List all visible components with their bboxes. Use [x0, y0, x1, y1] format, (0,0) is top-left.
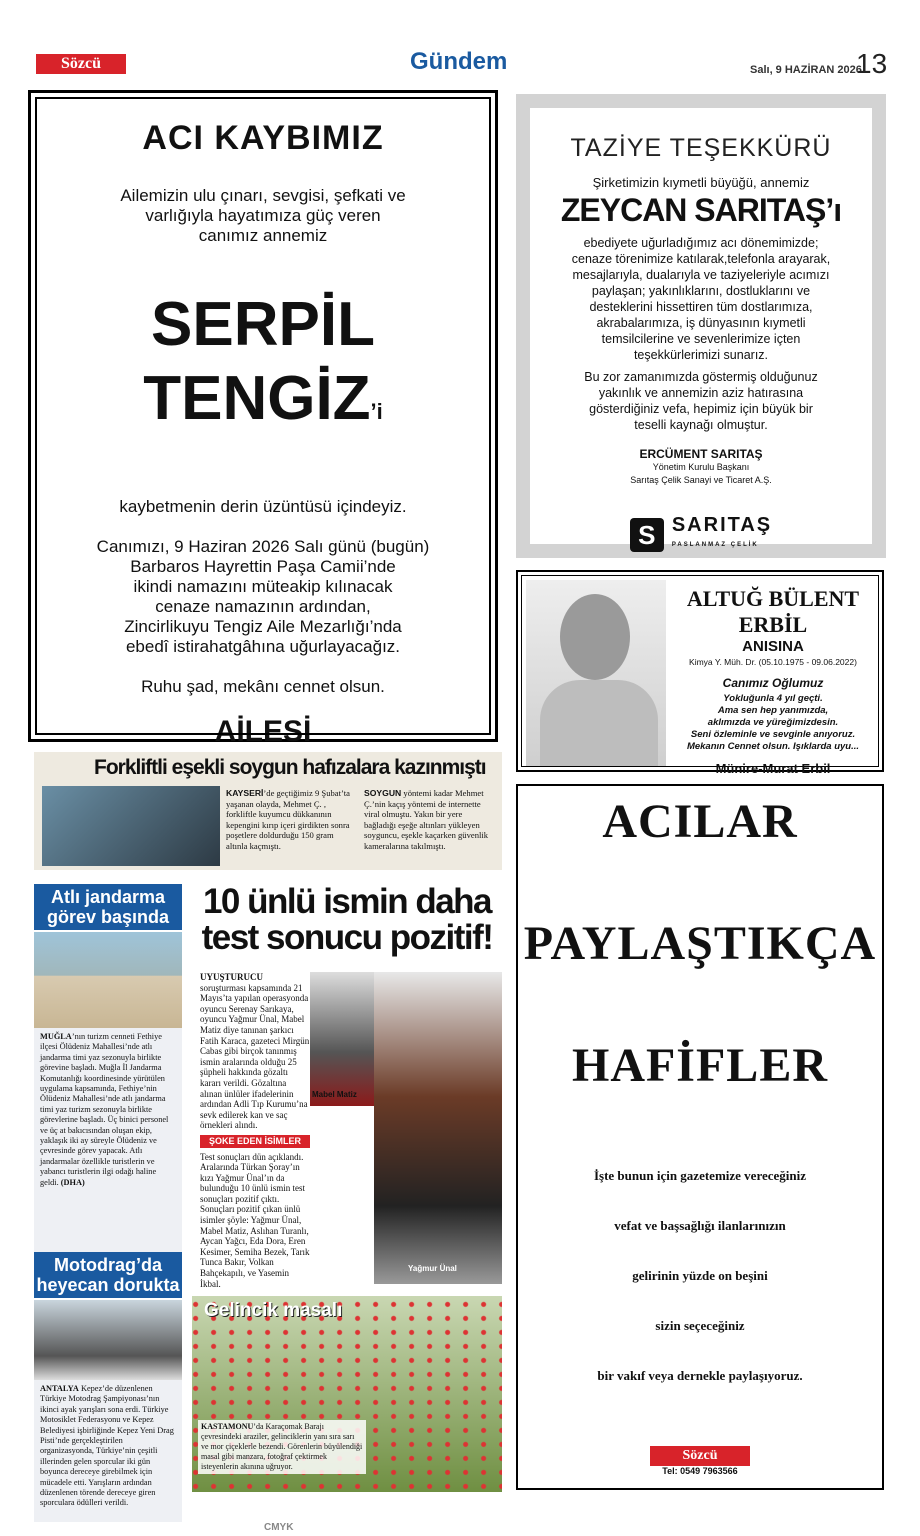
forklift-headline: Forkliftli eşekli soygun hafızalara kazınmıştı: [94, 756, 486, 779]
ad-line-3: gelirinin yüzde on beşini: [632, 1268, 768, 1283]
main-news-body-2: Test sonuçları dün açıklandı. Aralarında Türkan Şoray’ın kızı Yağmur Ünal’ın da bulunduğu 10 ünlü ismin test sonuçları pozitif çıktı. Sonuçları pozitif çıkan ünlü isimler şöyle: Yağmur Ünal, Mabel Matiz, Aslıhan Turanlı, Aycan Yağcı, Eda Dora, Eren Kesimer, Semiha Bezek, Tarık Tunca Bakır, Volkan Bahçekapılı, ve Yasemin İkbal.: [200, 1151, 310, 1289]
jandarma-source: (DHA): [60, 1177, 85, 1187]
thanks-line: temsilcilerine ve sevenlerimize içten: [601, 332, 801, 346]
left-news-column: [34, 884, 182, 1522]
funeral-line-3: ikindi namazını müteakip kılınacak: [133, 577, 393, 596]
main-headline-2: test sonucu pozitif!: [201, 918, 493, 957]
memorial-label: ANISINA: [742, 638, 804, 655]
obituary-signature: AİLESİ: [214, 715, 312, 748]
photo-caption-1: Mabel Matiz: [312, 1090, 357, 1099]
ad-word-3: HAFİFLER: [571, 1039, 828, 1092]
thanks-line: paylaşan; yakınlıklarını, dostluklarını ve: [591, 284, 811, 298]
funeral-line-5: Zincirlikuyu Tengiz Aile Mezarlığı’nda: [124, 617, 402, 636]
funeral-line-4: cenaze namazının ardından,: [155, 597, 371, 616]
thanks-signer-role: Yönetim Kurulu Başkanı: [652, 462, 750, 472]
mabel-matiz-photo: [310, 972, 374, 1106]
jandarma-text: [34, 1028, 182, 1252]
forklift-news: [34, 752, 502, 870]
obituary-intro-2: varlığıyla hayatımıza güç veren: [145, 206, 381, 225]
print-color-marks: CMYK: [264, 1522, 294, 1533]
poppy-text: [198, 1420, 366, 1474]
ad-word-2: PAYLAŞTIKÇA: [523, 917, 877, 970]
poppy-body: ’da Karaçomak Barajı çevresindeki araziler, gelinciklerin yanı sıra sarı ve mor çiçeklerle bezendi. Görenlerin büyülendiği masal gibi manzara, fotoğraf çektirmek isteyenlerin akınına uğruyor.: [201, 1422, 363, 1471]
thanks-line: ebediyete uğurladığımız acı dönemimizde;: [583, 236, 819, 250]
obituary-grief-line: kaybetmenin derin üzüntüsü içindeyiz.: [119, 497, 407, 516]
thanks-line: teselli kaynağı olmuştur.: [634, 418, 768, 432]
ad-line-5: bir vakıf veya dernekle paylaşıyoruz.: [597, 1368, 803, 1383]
memorial-notice: [516, 570, 884, 776]
memorial-line: Yokluğunla 4 yıl geçti.: [723, 693, 823, 704]
obituary-intro-3: canımız annemiz: [198, 226, 328, 245]
section-title: Gündem: [410, 48, 508, 75]
obituary-intro-1: Ailemizin ulu çınarı, sevgisi, şefkati ve: [120, 186, 406, 205]
thanks-title: TAZİYE TEŞEKKÜRÜ: [570, 134, 832, 162]
jandarma-body: ’nın turizm cenneti Fethiye ilçesi Ölüdeniz Mahallesi’nde atlı jandarma timi yaz sezonuyla birlikte görevine başladı. Muğla İl Jandarma Komutanlığı koordinesinde yürütülen uygulama kapsamında, Fethiye’nin Ölüdeniz Mahallesi’nde atlı jandarma timi yaz turizm sezonuyla birlikte görevlerine başladı. Üç binici personel ve üç at bakıcısından oluşan ekip, yaklaşık iki ay süreyle Ölüdeniz ve çevresinde görev yapacak. Atlı jandarmalar özellikle turistlerin ve yabancı turistlerin ilgi odağı haline geldi.: [40, 1032, 169, 1187]
funeral-line-1: Canımızı, 9 Haziran 2026 Salı günü (bugün): [96, 537, 430, 556]
obituary-notice: [28, 90, 498, 748]
motodrag-headline: Motodrag’da heyecan dorukta: [34, 1252, 182, 1298]
thanks-line: Bu zor zamanımızda göstermiş olduğunuz: [584, 370, 818, 384]
thanks-paragraph-1: [548, 235, 854, 363]
newspaper-logo: Sözcü: [36, 54, 126, 74]
thanks-deceased-name: ZEYCAN SARITAŞ’ı: [560, 192, 842, 228]
photo-caption-2: Yağmur Ünal: [408, 1264, 457, 1273]
forklift-text-1: ’de geçtiğimiz 9 Şubat’ta yaşanan olayda, Mehmet Ç. , forkliftle kuyumcu dükkanının kepengini kırıp içeri girdikten sonra poşetlere doldurduğu 150 gram altınla kaçmıştı.: [226, 788, 350, 851]
thanks-subtitle: Şirketimizin kıymetli büyüğü, annemiz: [592, 175, 810, 190]
memorial-line: Mekanın Cennet olsun. Işıklarda uyu...: [686, 741, 860, 752]
jandarma-lead: MUĞLA: [40, 1032, 72, 1041]
obituary-prayer: Ruhu şad, mekânı cennet olsun.: [141, 677, 385, 696]
main-news-lead: UYUŞTURUCU: [200, 972, 264, 982]
deceased-last-name: [69, 362, 457, 449]
brand-name: SARITAŞ: [671, 514, 773, 536]
memorial-name: ALTUĞ BÜLENT ERBİL: [686, 586, 860, 637]
funeral-line-6: ebedî istirahatgâhına uğurlayacağız.: [125, 637, 401, 656]
funeral-line-2: Barbaros Hayrettin Paşa Camii’nde: [130, 557, 396, 576]
motorcycle-photo: [34, 1300, 182, 1380]
sharing-advertisement: [516, 784, 884, 1490]
cctv-photo: [42, 786, 220, 866]
memorial-heading: Canımız Oğlumuz: [722, 676, 824, 690]
memorial-line: Seni özleminle ve sevginle anıyoruz.: [690, 729, 856, 740]
portrait-head-shape: [560, 594, 630, 680]
forklift-column-2: [364, 788, 492, 851]
horse-patrol-photo: [34, 932, 182, 1028]
memorial-line: Ama sen hep yanımızda,: [717, 705, 829, 716]
brand-tagline: PASLANMAZ ÇELİK: [671, 542, 759, 548]
ad-word-1: ACILAR: [602, 795, 798, 848]
forklift-column-1: [226, 788, 354, 851]
thanks-line: yakınlık ve annemizin aziz hatırasına: [598, 386, 804, 400]
forklift-text-2: yöntemi kadar Mehmet Ç.’nin kaçış yöntemi de internette viral olmuştu. Yakın bir yere bağladığı eşeğe altınları yükleyen soyguncu, eşekle kaçarken güvenlik kameralarına takılmıştı.: [364, 788, 489, 851]
thanks-line: akrabalarımıza, iş dünyasının kıymetli: [596, 316, 806, 330]
memorial-dates: Kimya Y. Müh. Dr. (05.10.1975 - 09.06.2022): [689, 657, 857, 667]
thanks-signer-company: Sarıtaş Çelik Sanayi ve Ticaret A.Ş.: [630, 475, 772, 485]
red-subheading: ŞOKE EDEN İSİMLER: [200, 1135, 310, 1148]
page-number: 13: [856, 48, 888, 79]
thanks-line: teşekkürlerimizi sunarız.: [633, 348, 769, 362]
brand-name-block: [672, 515, 772, 555]
ad-line-2: vefat ve başsağlığı ilanlarınızın: [614, 1218, 786, 1233]
celebrity-drug-test-news: [192, 882, 502, 1289]
poppy-lead: KASTAMONU: [201, 1422, 254, 1431]
page-header: [0, 0, 920, 85]
thanks-line: mesajlarıyla, dualarıyla ve taziyeleriyle acımızı: [572, 268, 830, 282]
company-logo: [548, 515, 854, 555]
deceased-surname: TENGİZ: [143, 364, 371, 433]
ad-footer: [650, 1446, 750, 1476]
thanks-line: cenaze törenimize katılarak,telefonla arayarak,: [571, 252, 831, 266]
issue-date: Salı, 9 HAZİRAN 2026: [750, 64, 862, 76]
forklift-lead-1: KAYSERİ: [226, 788, 264, 798]
memorial-line: aklımızda ve yüreğimizdesin.: [707, 717, 839, 728]
motodrag-lead: ANTALYA: [40, 1384, 79, 1393]
yagmur-unal-photo: [374, 972, 502, 1284]
deceased-first-name: SERPİL: [151, 290, 375, 359]
jandarma-headline: Atlı jandarma görev başında: [34, 884, 182, 930]
motodrag-text: [34, 1380, 182, 1522]
thanks-line: gösterdiğiniz vefa, hepimiz için büyük bir: [589, 402, 813, 416]
thanks-line: desteklerini hissettiren tüm dostlarımıza,: [589, 300, 813, 314]
ad-line-4: sizin seçeceğiniz: [655, 1318, 745, 1333]
main-news-text: [200, 972, 310, 1289]
ad-line-1: İşte bunun için gazetemize vereceğiniz: [593, 1168, 807, 1183]
ad-logo: Sözcü: [650, 1446, 750, 1466]
portrait-photo: [526, 580, 666, 766]
saritas-logo-icon: S: [630, 518, 664, 552]
poppy-headline: Gelincik masalı: [204, 1300, 343, 1321]
motodrag-body: Kepez’de düzenlenen Türkiye Motodrag Şampiyonası’nın ikinci ayak yarışları sona erdi. Türkiye Motosiklet Federasyonu ve Kepez Belediyesi işbirliğinde Kepez Yeni Drag Pisti’nde gerçekleştirilen organizasyonda, Türkiye’nin çeşitli illerinden gelen sporcular iki gün boyunca dereceye girebilmek için mücadele etti. Yarışların ardından düzenlenen törende dereceye giren sporculara ödülleri verildi.: [40, 1384, 174, 1508]
main-headline-1: 10 ünlü ismin daha: [202, 882, 492, 921]
thanks-paragraph-2: [548, 369, 854, 433]
thanks-signer: ERCÜMENT SARITAŞ: [639, 447, 763, 461]
obituary-title: ACI KAYBIMIZ: [142, 119, 384, 157]
portrait-body-shape: [540, 680, 658, 766]
name-suffix: ’i: [370, 399, 383, 424]
memorial-signature: Münire-Murat Erbil: [715, 761, 831, 776]
forklift-lead-2: SOYGUN: [364, 788, 402, 798]
poppy-field-news: [192, 1296, 502, 1492]
main-news-body: soruşturması kapsamında 21 Mayıs’ta yapılan operasyonda oyuncu Serenay Sarıkaya, oyuncu Yağmur Ünal, Mabel Matiz diye tanınan şarkıcı Fatih Karaca, gazeteci Mirgün Cabas gibi birçok tanınmış ismin aralarında olduğu 25 şüpheli hakkında gözaltı kararı verildi. Gözaltına alınan ünlüler ifadelerinin ardından Adli Tıp Kurumu’na sevk edilerek kan ve saç örnekleri alındı.: [200, 982, 310, 1131]
ad-phone: Tel: 0549 7963566: [662, 1466, 738, 1476]
condolence-thanks-notice: [516, 94, 886, 558]
